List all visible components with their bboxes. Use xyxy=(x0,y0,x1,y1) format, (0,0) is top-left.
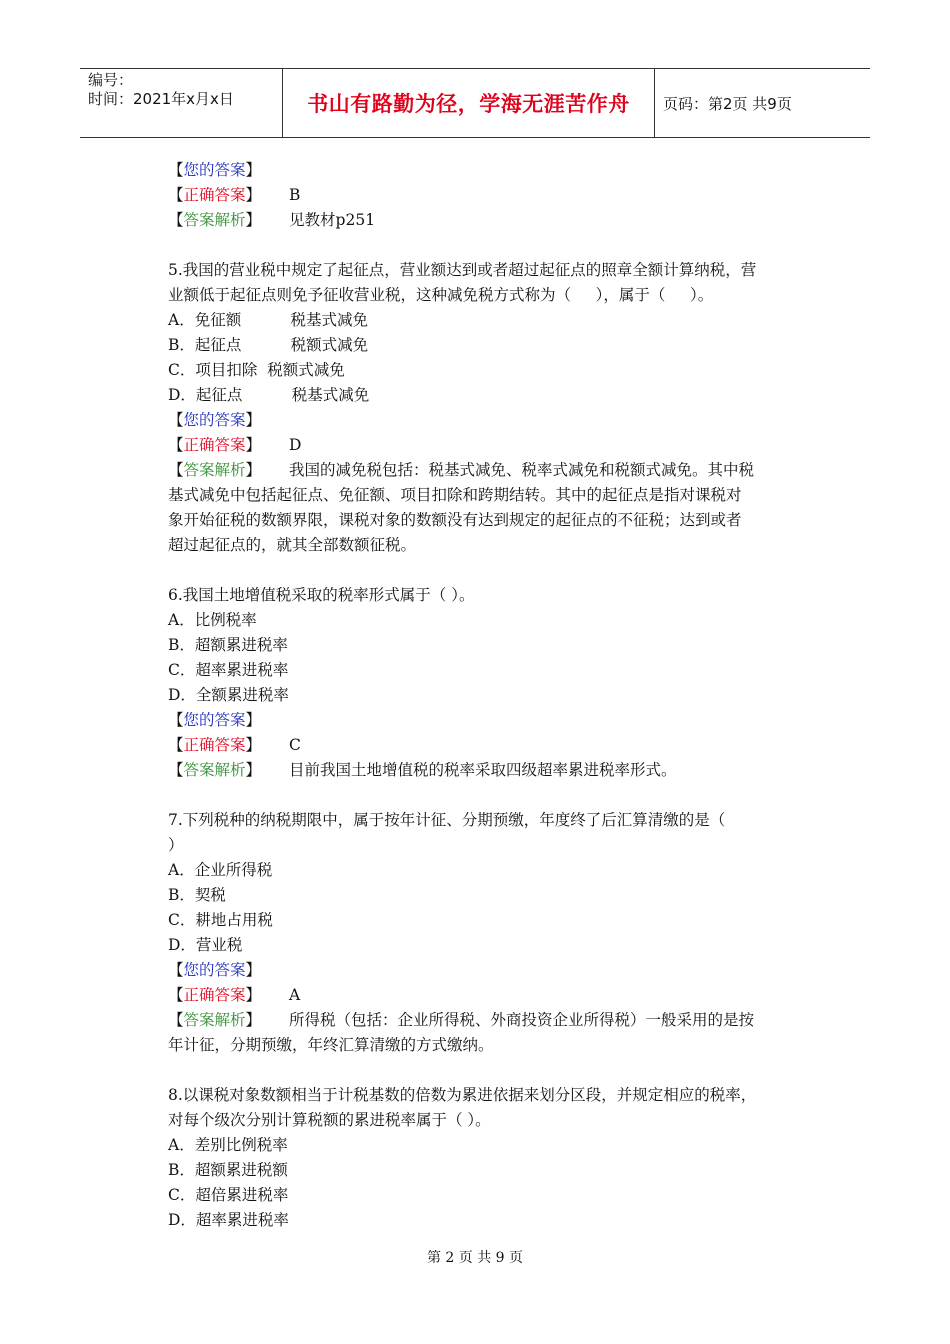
question-7-option-b: B．契税 xyxy=(168,886,226,904)
your-answer-label: 您的答案 xyxy=(183,411,246,429)
question-5-line-1: 5.我国的营业税中规定了起征点，营业额达到或者超过起征点的照章全额计算纳税，营 xyxy=(168,261,757,279)
analysis-label: 答案解析 xyxy=(183,211,246,229)
correct-answer-row: 【正确答案】 C xyxy=(168,736,301,754)
analysis-text-line-3: 象开始征税的数额界限，课税对象的数额没有达到规定的起征点的不征税；达到或者 xyxy=(168,511,742,529)
correct-answer-row: 【正确答案】 A xyxy=(168,986,301,1004)
page-footer: 第 2 页 共 9 页 xyxy=(426,1250,524,1266)
correct-answer-value: B xyxy=(289,186,301,204)
your-answer-label: 您的答案 xyxy=(183,711,246,729)
analysis-row: 【答案解析】 见教材p251 xyxy=(168,211,376,229)
question-7-line-1: 7.下列税种的纳税期限中，属于按年计征、分期预缴，年度终了后汇算清缴的是（ xyxy=(168,811,726,829)
correct-answer-label: 正确答案 xyxy=(183,436,246,454)
correct-answer-label: 正确答案 xyxy=(183,736,246,754)
question-5-option-d: D．起征点 税基式减免 xyxy=(168,386,370,404)
analysis-label: 答案解析 xyxy=(183,1011,246,1029)
document-date: 时间：2021年x月x日 xyxy=(88,90,234,108)
question-6-option-b: B．超额累进税率 xyxy=(168,636,288,654)
analysis-text: 目前我国土地增值税的税率采取四级超率累进税率形式。 xyxy=(289,761,677,779)
analysis-text-line-2: 基式减免中包括起征点、免征额、项目扣除和跨期结转。其中的起征点是指对课税对 xyxy=(168,486,742,504)
question-7-line-2: ） xyxy=(168,836,184,854)
correct-answer-row: 【正确答案】 B xyxy=(168,186,301,204)
question-8-line-2: 对每个级次分别计算税额的累进税率属于（ ）。 xyxy=(168,1111,491,1129)
your-answer-row: 【您的答案】 xyxy=(168,711,262,729)
your-answer-row: 【您的答案】 xyxy=(168,961,262,979)
question-8-line-1: 8.以课税对象数额相当于计税基数的倍数为累进依据来划分区段，并规定相应的税率， xyxy=(168,1086,757,1104)
document-number: 编号： xyxy=(88,71,134,89)
question-8-option-a: A．差别比例税率 xyxy=(168,1136,288,1154)
your-answer-label: 您的答案 xyxy=(183,961,246,979)
header-page-info: 页码：第2页 共9页 xyxy=(663,94,792,113)
correct-answer-value: C xyxy=(289,736,301,754)
page-header xyxy=(80,68,870,138)
your-answer-row: 【您的答案】 xyxy=(168,161,262,179)
analysis-row: 【答案解析】 目前我国土地增值税的税率采取四级超率累进税率形式。 xyxy=(168,761,677,779)
correct-answer-value: A xyxy=(289,986,301,1004)
question-8-option-c: C．超倍累进税率 xyxy=(168,1186,289,1204)
question-7-option-a: A．企业所得税 xyxy=(168,861,273,879)
question-5-option-a: A．免征额 税基式减免 xyxy=(168,311,368,329)
document-body xyxy=(168,158,808,1233)
analysis-label: 答案解析 xyxy=(183,761,246,779)
analysis-text-line-1: 我国的减免税包括：税基式减免、税率式减免和税额式减免。其中税 xyxy=(289,461,755,479)
question-7-option-d: D．营业税 xyxy=(168,936,243,954)
correct-answer-label: 正确答案 xyxy=(183,986,246,1004)
your-answer-label: 您的答案 xyxy=(183,161,246,179)
question-6-option-c: C．超率累进税率 xyxy=(168,661,289,679)
analysis-text-line-2: 年计征，分期预缴，年终汇算清缴的方式缴纳。 xyxy=(168,1036,494,1054)
question-6-text: 6.我国土地增值税采取的税率形式属于（ ）。 xyxy=(168,586,475,604)
analysis-label: 答案解析 xyxy=(183,461,246,479)
question-6-option-a: A．比例税率 xyxy=(168,611,257,629)
correct-answer-value: D xyxy=(289,436,302,454)
analysis-row: 【答案解析】 我国的减免税包括：税基式减免、税率式减免和税额式减免。其中税 xyxy=(168,461,755,479)
question-8-option-b: B．超额累进税额 xyxy=(168,1161,288,1179)
question-5-line-2: 业额低于起征点则免予征收营业税，这种减免税方式称为（ ），属于（ ）。 xyxy=(168,286,714,304)
correct-answer-label: 正确答案 xyxy=(183,186,246,204)
question-5-option-b: B．起征点 税额式减免 xyxy=(168,336,369,354)
question-5-option-c: C．项目扣除 税额式减免 xyxy=(168,361,345,379)
correct-answer-row: 【正确答案】 D xyxy=(168,436,302,454)
analysis-text: 见教材p251 xyxy=(289,211,376,229)
header-motto: 书山有路勤为径，学海无涯苦作舟 xyxy=(282,69,655,137)
your-answer-row: 【您的答案】 xyxy=(168,411,262,429)
question-6-option-d: D．全额累进税率 xyxy=(168,686,289,704)
header-meta xyxy=(80,69,282,137)
question-7-option-c: C．耕地占用税 xyxy=(168,911,273,929)
analysis-text-line-1: 所得税（包括：企业所得税、外商投资企业所得税）一般采用的是按 xyxy=(289,1011,755,1029)
question-8-option-d: D．超率累进税率 xyxy=(168,1211,289,1229)
analysis-text-line-4: 超过起征点的，就其全部数额征税。 xyxy=(168,536,417,554)
analysis-row: 【答案解析】 所得税（包括：企业所得税、外商投资企业所得税）一般采用的是按 xyxy=(168,1011,755,1029)
